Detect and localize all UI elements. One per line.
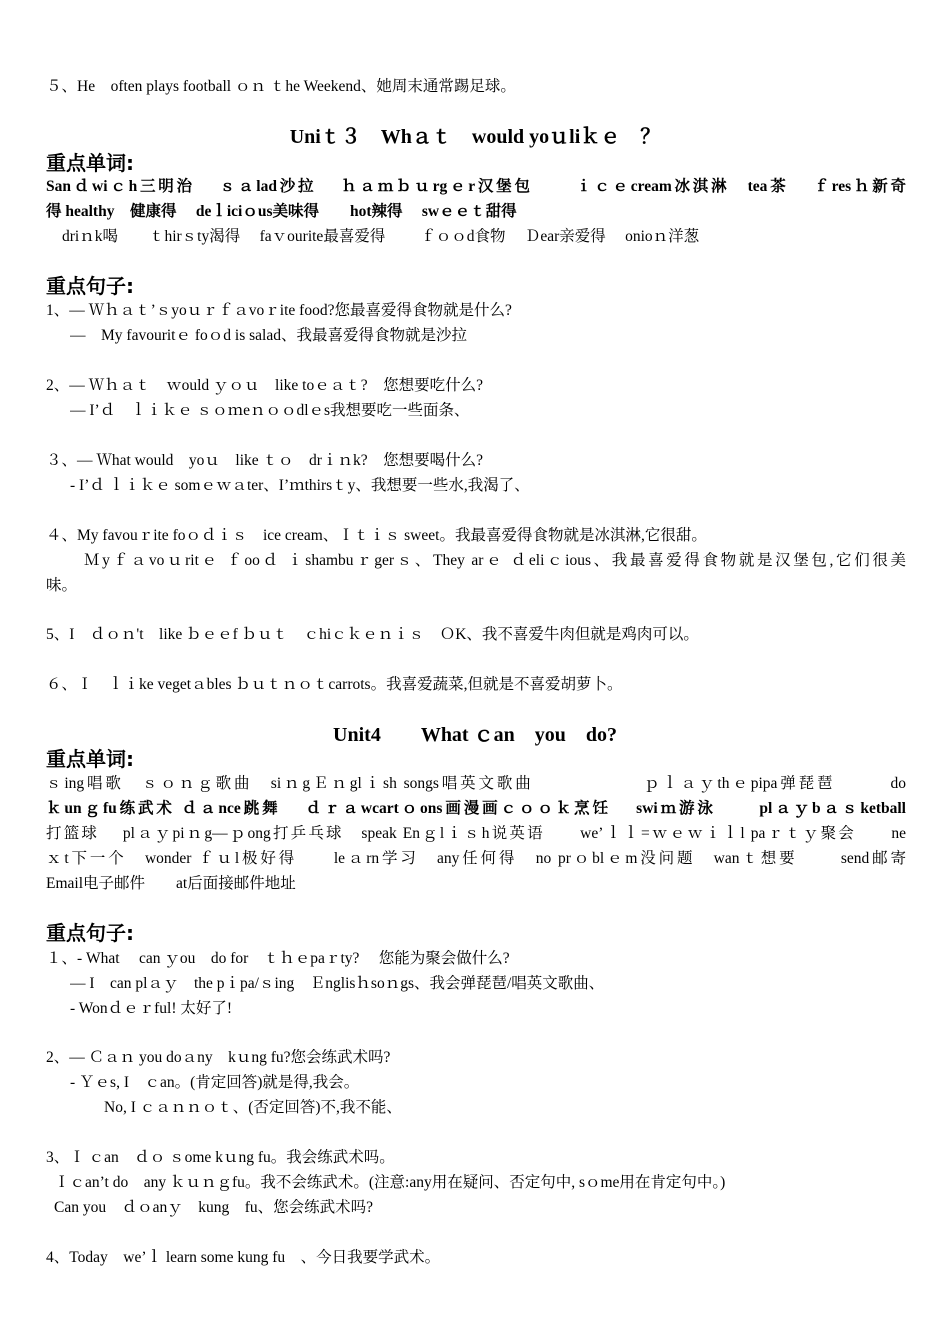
- unit3-vocab-heading: 重点单词:: [46, 151, 134, 175]
- unit4-sentence-heading: 重点句子:: [46, 921, 134, 945]
- unit3-sentence-5: 5、I ｄｏｎ't like ｂｅｅf ｂｕｔ ｃhiｃｋｅｎｉｓ ＯK、我不喜爱牛肉但就是鸡肉可以。: [46, 626, 699, 643]
- unit4-vocab-line-2: ｋunｇfu练武术 ｄａnce跳舞 ｄｒａwcartｏons画漫画ｃｏｏｋ烹饪 swiｍ游泳 plａｙbａｓketball: [46, 800, 906, 817]
- unit3-title: Uniｔ３ Whａｔ would yoｕliｋｅ ？: [289, 126, 661, 148]
- unit4-vocab-line-3: 打篮球 plａｙpiｎg—ｐong打乒乓球 speak Enｇlｉｓh说英语 we’ｌｌ=ｗｅｗｉｌl paｒｔｙ聚会 ne: [46, 825, 906, 842]
- unit4-sentence-3a: 3、Ｉ ｃan ｄｏ ｓome kｕng fu。我会练武术吗。: [46, 1149, 395, 1166]
- unit3-vocab-line-3: driｎk喝 ｔhirｓty渴得 faｖourite最喜爱得 ｆｏｏd食物 Ｄear亲爱得 onioｎ洋葱: [62, 228, 700, 245]
- unit3-sentence-4a: ４、My favouｒite foｏｄｉｓ ice cream、Ｉｔｉｓ sweet。我最喜爱得食物就是冰淇淋,它很甜。: [46, 527, 707, 544]
- unit4-sentence-1c: - Wonｄｅｒful! 太好了!: [70, 1000, 233, 1017]
- unit3-sentence-3b: - I’ｄ ｌｉｋｅ somｅｗａter、I’ｍthirsｔy、我想要一些水,我渴了、: [70, 477, 530, 494]
- unit3-sentence-4b: Ｍyｆａvoｕritｅ ｆooｄ ｉshambuｒgerｓ、They arｅ ｄeliｃious、我最喜爱得食物就是汉堡包,它们很美: [84, 552, 906, 569]
- unit4-sentence-4: 4、Today we’ｌ learn some kung fu 、今日我要学武术。: [46, 1249, 441, 1266]
- unit3-sentence-2a: 2、— Ｗｈａｔ ｗould ｙｏｕ like toｅａｔ? 您想要吃什么?: [46, 377, 483, 394]
- unit4-sentence-3b: Ｉｃan’t do any ｋｕｎｇfu。我不会练武术。(注意:any用在疑问、否定句中, sｏme用在肯定句中。): [54, 1174, 726, 1191]
- unit4-sentence-2b: - Ｙｅs, I ｃan。(肯定回答)就是得,我会。: [70, 1074, 360, 1091]
- unit3-sentence-3a: ３、— Ｗhat would yoｕ like ｔｏ drｉｎk? 您想要喝什么?: [46, 452, 483, 469]
- unit4-vocab-heading: 重点单词:: [46, 747, 134, 771]
- unit3-sentence-1a: 1、— Ｗｈａｔ’ｓyoｕｒｆａvoｒite food?您最喜爱得食物就是什么?: [46, 302, 512, 319]
- unit3-vocab-line-2: 得 healthy 健康得 deｌiciｏus美味得 hot辣得 swｅｅｔ甜得: [46, 203, 517, 220]
- top-sentence-5: ５、He often plays football ｏｎ ｔhe Weekend、她周末通常踢足球。: [46, 78, 516, 95]
- unit4-sentence-2a: 2、— Ｃａｎ you doａny kｕng fu?您会练武术吗?: [46, 1049, 391, 1066]
- unit3-sentence-1b: — My favouritｅ foｏd is salad、我最喜爱得食物就是沙拉: [70, 327, 467, 344]
- unit4-vocab-line-1: ｓing唱歌 ｓｏｎｇ歌曲 siｎgＥｎglｉsh songs唱英文歌曲 ｐｌａｙthｅpipa弹琵琶 do: [46, 775, 906, 792]
- unit4-vocab-line-5: Email电子邮件 at后面接邮件地址: [46, 875, 296, 892]
- unit3-sentence-heading: 重点句子:: [46, 274, 134, 298]
- unit4-title: Unit4 What ｃan you do?: [333, 724, 617, 746]
- unit3-sentence-2b: — I’ｄ ｌｉｋｅ ｓｏｍeｎｏｏdlｅs我想要吃一些面条、: [70, 402, 470, 419]
- unit4-sentence-1a: １、- What can ｙou do for ｔｈｅpaｒty? 您能为聚会做什么?: [46, 950, 510, 967]
- unit4-sentence-2c: No, I ｃａｎｎｏｔ、(否定回答)不,我不能、: [104, 1099, 402, 1116]
- unit3-sentence-4c: 味。: [46, 577, 78, 594]
- unit4-sentence-3c: Can you ｄｏanｙ kung fu、您会练武术吗?: [54, 1199, 374, 1216]
- unit4-vocab-line-4: ｘt下一个 wonder ｆｕl极好得 leａrn学习 any任何得 no prｏblｅm没问题 wanｔ想要 send邮寄: [46, 850, 906, 867]
- unit3-sentence-6: ６、Ｉ ｌｉke vegetａbles ｂｕｔｎｏｔcarrots。我喜爱蔬菜,但就是不喜爱胡萝卜。: [46, 676, 623, 693]
- unit4-sentence-1b: — I can plａｙ the pｉpa/ｓing Ｅnglisｈsoｎgs、我会弹琵琶/唱英文歌曲、: [70, 975, 605, 992]
- unit3-vocab-line-1: Sanｄwiｃh三明治 ｓａlad沙拉 ｈａｍｂｕrgｅr汉堡包 ｉｃｅcream冰淇淋 tea茶 ｆresｈ新奇: [46, 178, 906, 195]
